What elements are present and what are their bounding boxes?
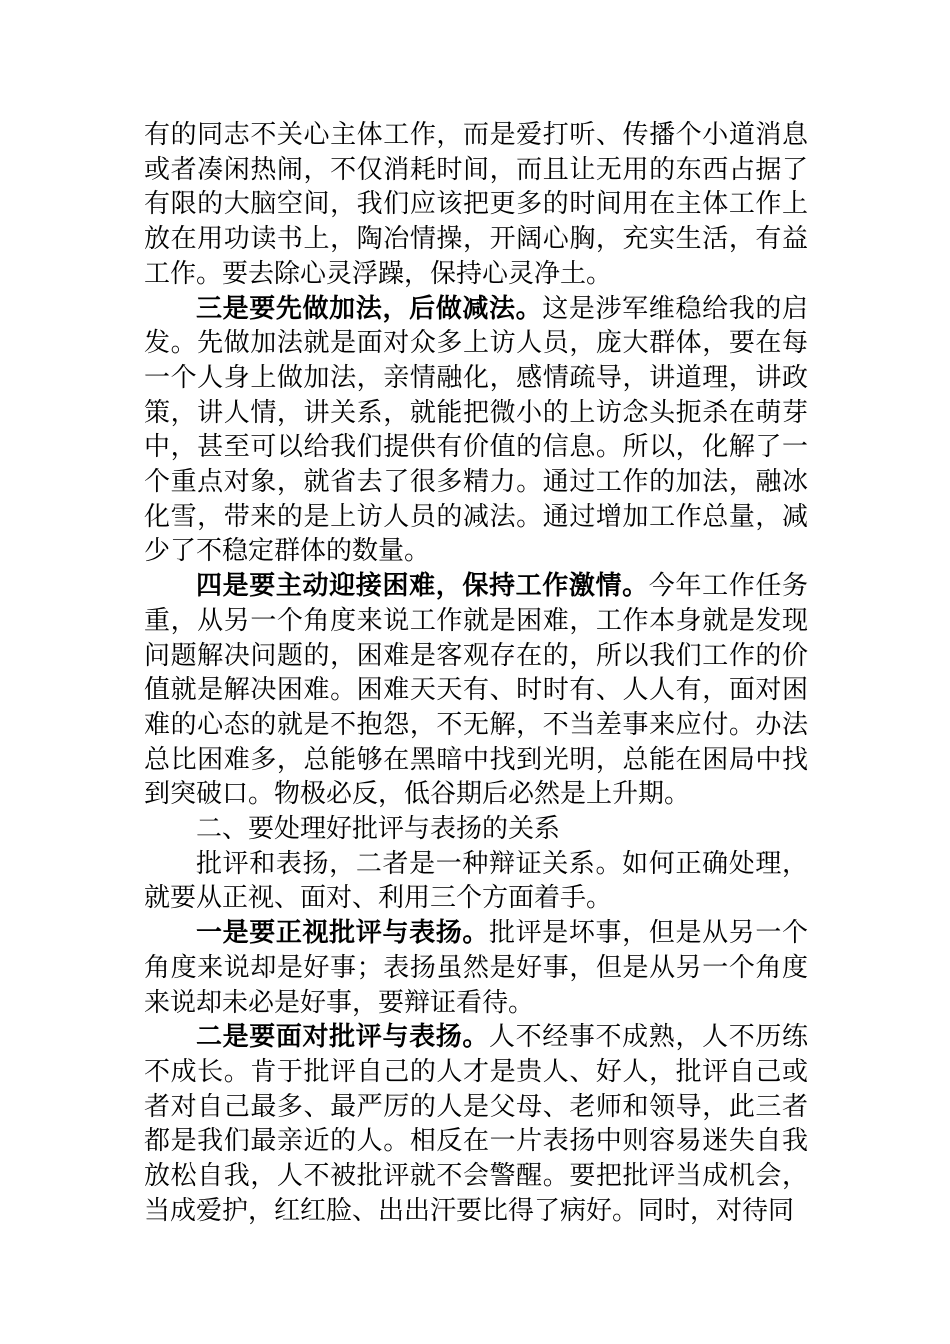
paragraph-3-heading: 四是要主动迎接困难，保持工作激情。 [196, 571, 649, 602]
paragraph-3-text: 今年工作任务重，从另一个角度来说工作就是困难，工作本身就是发现问题解决问题的，困难是客观存在的，所以我们工作的价值就是解决困难。困难天天有、时时有、人人有，面对困难的心态的就是不抱怨，不无解，不当差事来应付。办法总比困难多，总能够在黑暗中找到光明，总能在困局中找到突破口。物极必反，低谷期后必然是上升期。 [144, 571, 808, 810]
section-heading-text: 二、要处理好批评与表扬的关系 [196, 814, 561, 845]
document-body [144, 118, 808, 1229]
paragraph-6 [144, 916, 808, 1020]
paragraph-7-text: 人不经事不成熟，人不历练不成长。肯于批评自己的人才是贵人、好人，批评自己或者对自己最多、最严厉的人是父母、老师和领导，此三者都是我们最亲近的人。相反在一片表扬中则容易迷失自我放松自我，人不被批评就不会警醒。要把批评当成机会，当成爱护，红红脸、出出汗要比得了病好。同时，对待同 [144, 1022, 808, 1226]
section-heading [144, 812, 808, 847]
paragraph-7 [144, 1020, 808, 1228]
paragraph-5-text: 批评和表扬，二者是一种辩证关系。如何正确处理，就要从正视、面对、利用三个方面着手。 [144, 848, 808, 914]
paragraph-6-heading: 一是要正视批评与表扬。 [196, 918, 489, 949]
paragraph-7-heading: 二是要面对批评与表扬。 [196, 1022, 489, 1053]
paragraph-3 [144, 569, 808, 812]
paragraph-2 [144, 292, 808, 570]
paragraph-6-text: 批评是坏事，但是从另一个角度来说却是好事；表扬虽然是好事，但是从另一个角度来说却未必是好事，要辩证看待。 [144, 918, 808, 1018]
paragraph-2-text: 这是涉军维稳给我的启发。先做加法就是面对众多上访人员，庞大群体，要在每一个人身上做加法，亲情融化，感情疏导，讲道理，讲政策，讲人情，讲关系，就能把微小的上访念头扼杀在萌芽中，甚至可以给我们提供有价值的信息。所以，化解了一个重点对象，就省去了很多精力。通过工作的加法，融冰化雪，带来的是上访人员的减法。通过增加工作总量，减少了不稳定群体的数量。 [144, 293, 808, 567]
paragraph-2-heading: 三是要先做加法，后做减法。 [196, 293, 543, 324]
paragraph-5 [144, 847, 808, 916]
paragraph-1 [144, 118, 808, 292]
paragraph-1-text: 有的同志不关心主体工作，而是爱打听、传播个小道消息或者凑闲热闹，不仅消耗时间，而且让无用的东西占据了有限的大脑空间，我们应该把更多的时间用在主体工作上放在用功读书上，陶冶情操，开阔心胸，充实生活，有益工作。要去除心灵浮躁，保持心灵净土。 [144, 120, 808, 289]
